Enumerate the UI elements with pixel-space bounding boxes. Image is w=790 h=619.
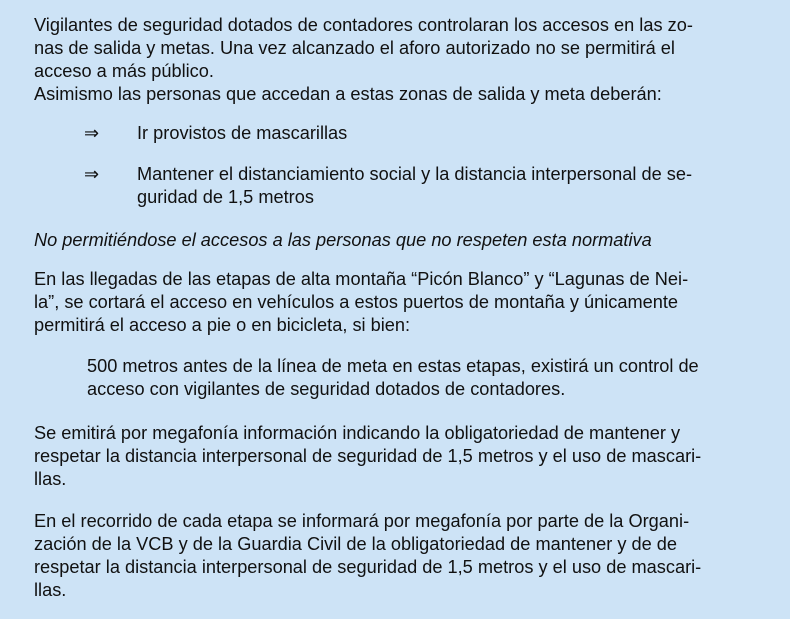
paragraph-1-line-4: Asimismo las personas que accedan a estas zonas de salida y meta deberán: bbox=[34, 84, 662, 104]
arrow-bullet-icon: ⇒ bbox=[84, 164, 100, 184]
paragraph-3-line-1: 500 metros antes de la línea de meta en estas etapas, existirá un control de bbox=[87, 356, 699, 376]
paragraph-5-line-3: respetar la distancia interpersonal de seguridad de 1,5 metros y el uso de mascari- bbox=[34, 557, 702, 577]
paragraph-2-line-3: permitirá el acceso a pie o en bicicleta, si bien: bbox=[34, 315, 411, 335]
italic-note: No permitiéndose el accesos a las personas que no respeten esta normativa bbox=[34, 230, 652, 250]
paragraph-1-line-3: acceso a más público. bbox=[34, 61, 214, 81]
arrow-bullet-icon: ⇒ bbox=[84, 123, 100, 143]
paragraph-4-line-2: respetar la distancia interpersonal de seguridad de 1,5 metros y el uso de mascari- bbox=[34, 446, 702, 466]
paragraph-1-line-1: Vigilantes de seguridad dotados de contadores controlaran los accesos en las zo- bbox=[34, 15, 693, 35]
paragraph-1-line-2: nas de salida y metas. Una vez alcanzado el aforo autorizado no se permitirá el bbox=[34, 38, 675, 58]
paragraph-4-line-1: Se emitirá por megafonía información indicando la obligatoriedad de mantener y bbox=[34, 423, 681, 443]
bullet-2-line-2: guridad de 1,5 metros bbox=[137, 187, 314, 207]
paragraph-5-line-4: llas. bbox=[34, 580, 67, 600]
paragraph-2-line-2: la”, se cortará el acceso en vehículos a estos puertos de montaña y únicamente bbox=[34, 292, 678, 312]
paragraph-3-line-2: acceso con vigilantes de seguridad dotados de contadores. bbox=[87, 379, 566, 399]
paragraph-5-line-1: En el recorrido de cada etapa se informará por megafonía por parte de la Organi- bbox=[34, 511, 690, 531]
paragraph-2-line-1: En las llegadas de las etapas de alta montaña “Picón Blanco” y “Lagunas de Nei- bbox=[34, 269, 689, 289]
bullet-1-text: Ir provistos de mascarillas bbox=[137, 123, 348, 143]
bullet-2-line-1: Mantener el distanciamiento social y la distancia interpersonal de se- bbox=[137, 164, 693, 184]
paragraph-5-line-2: zación de la VCB y de la Guardia Civil de la obligatoriedad de mantener y de de bbox=[34, 534, 678, 554]
paragraph-4-line-3: llas. bbox=[34, 469, 67, 489]
